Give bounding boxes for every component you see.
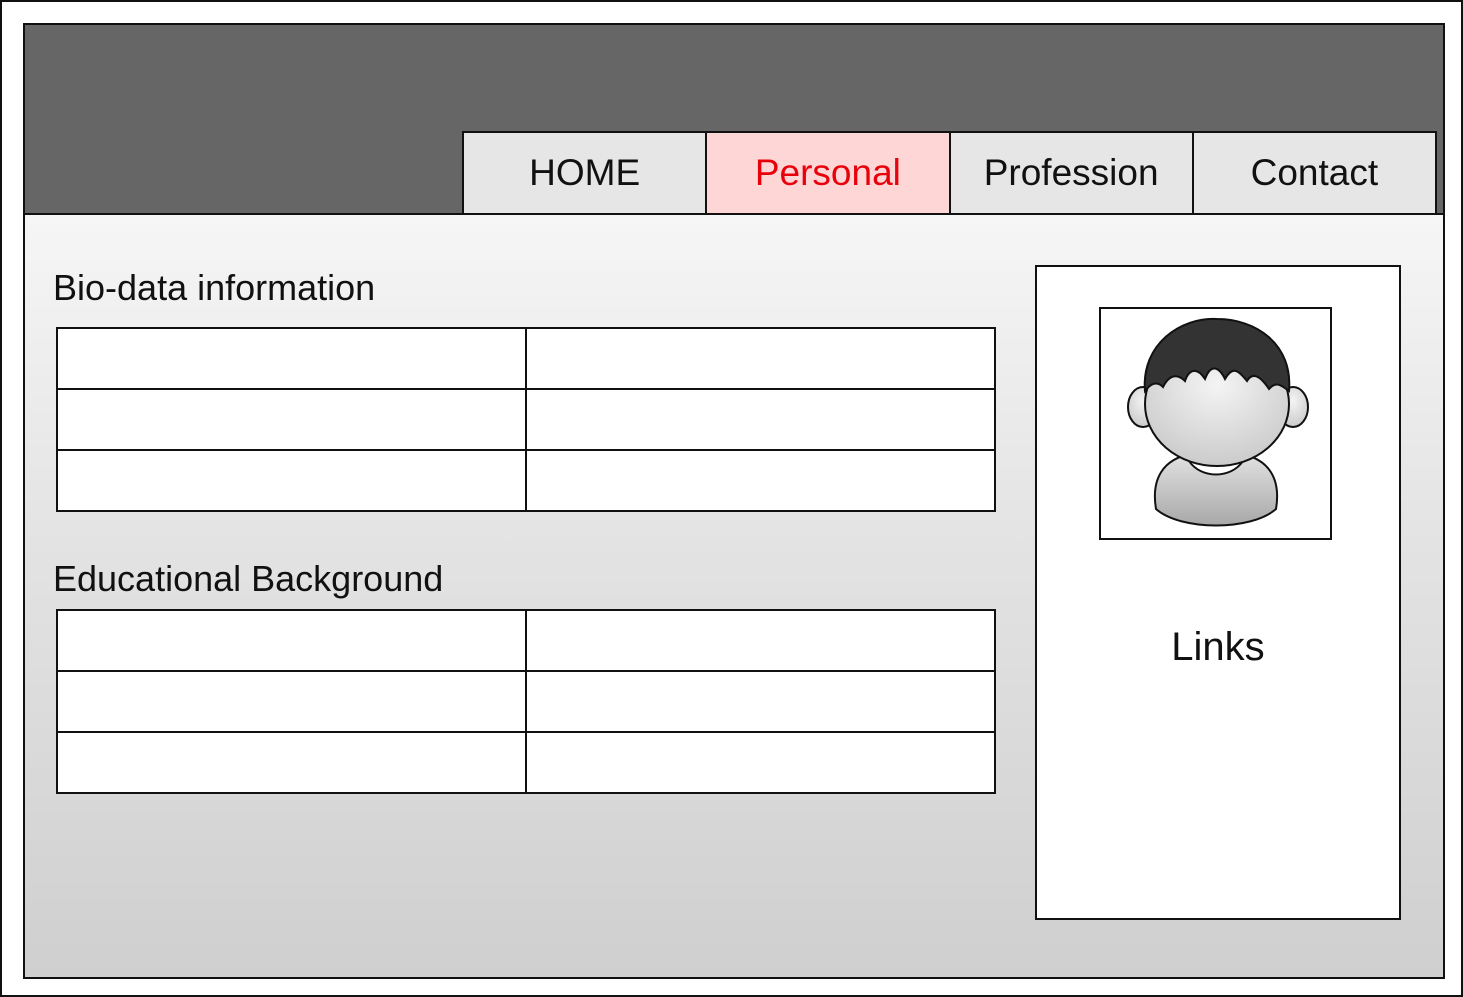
tab-contact[interactable]: Contact (1192, 131, 1437, 213)
table-row (57, 671, 995, 732)
education-table (56, 609, 996, 794)
table-row (57, 610, 995, 671)
biodata-title: Bio-data information (53, 267, 376, 308)
table-cell (526, 732, 995, 793)
table-cell (526, 671, 995, 732)
table-row (57, 450, 995, 511)
tab-home[interactable]: HOME (462, 131, 707, 213)
table-row (57, 328, 995, 389)
biodata-table (56, 327, 996, 512)
education-title: Educational Background (53, 558, 444, 599)
table-cell (57, 389, 526, 450)
sidebar-panel (1035, 265, 1401, 920)
web-page-layout (23, 23, 1445, 979)
tab-personal[interactable]: Personal (705, 131, 950, 213)
table-cell (526, 450, 995, 511)
table-cell (57, 328, 526, 389)
table-cell (57, 610, 526, 671)
avatar[interactable] (1099, 307, 1332, 540)
table-cell (526, 610, 995, 671)
links-label[interactable]: Links (1171, 625, 1265, 669)
tab-profession[interactable]: Profession (949, 131, 1194, 213)
table-cell (57, 671, 526, 732)
user-avatar-icon (1101, 309, 1330, 538)
header-banner (25, 25, 1443, 215)
table-cell (526, 389, 995, 450)
table-cell (526, 328, 995, 389)
table-row (57, 389, 995, 450)
table-cell (57, 732, 526, 793)
table-row (57, 732, 995, 793)
nav-bar (462, 131, 1443, 213)
table-cell (57, 450, 526, 511)
